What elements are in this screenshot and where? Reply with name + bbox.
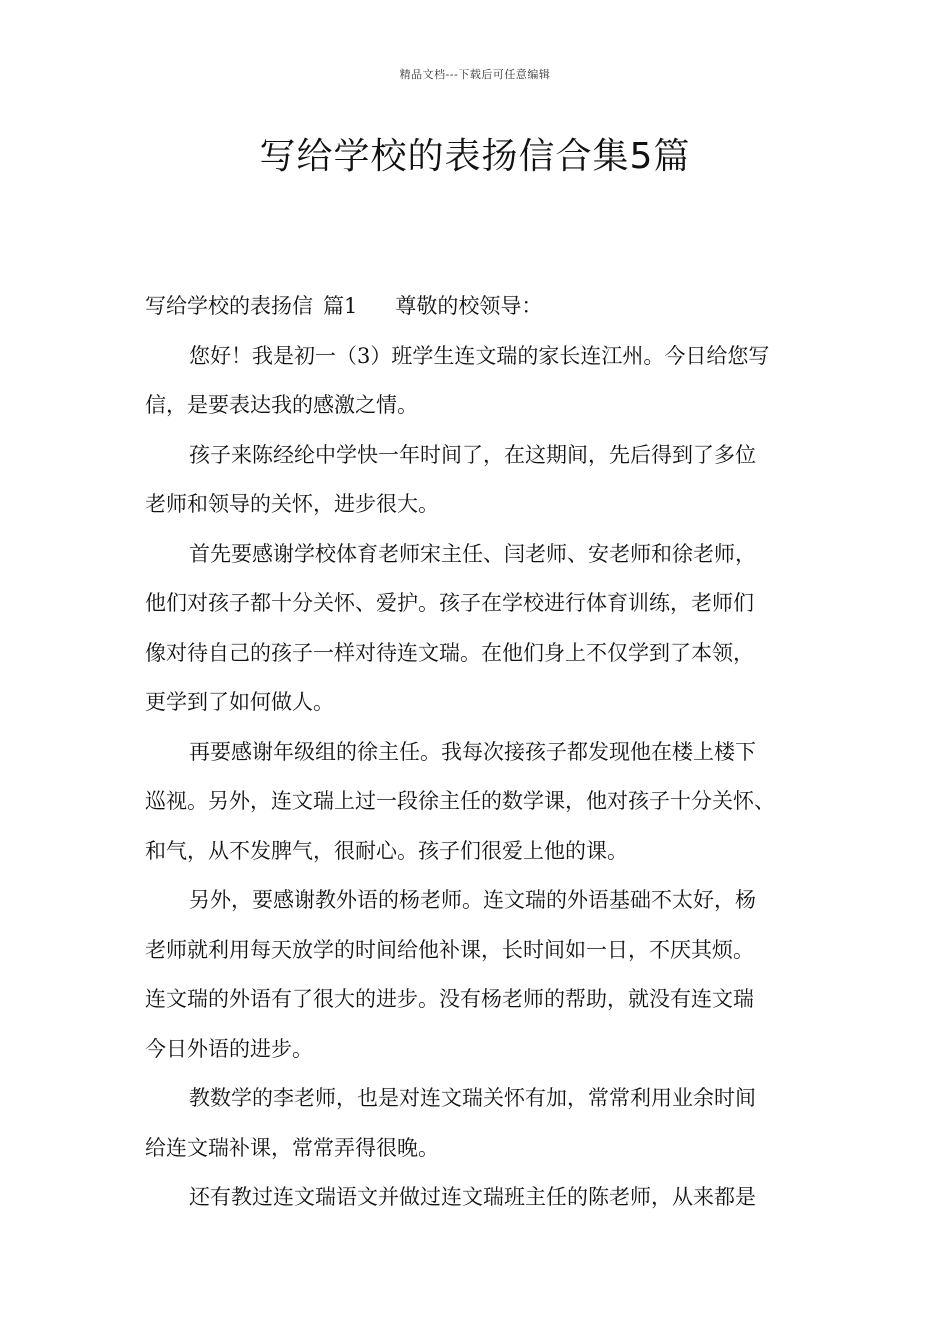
paragraph-line: 今日外语的进步。 (145, 1036, 313, 1061)
paragraph-line: 您好！我是初一（3）班学生连文瑞的家长连江州。今日给您写 (189, 343, 770, 368)
paragraph-line: 再要感谢年级组的徐主任。我每次接孩子都发现他在楼上楼下 (189, 739, 756, 764)
paragraph-line: 他们对孩子都十分关怀、爱护。孩子在学校进行体育训练，老师们 (145, 591, 754, 615)
paragraph-line: 还有教过连文瑞语文并做过连文瑞班主任的陈老师，从来都是 (189, 1185, 756, 1209)
paragraph-line: 老师和领导的关怀，进步很大。 (145, 492, 439, 516)
section-heading-line (145, 282, 810, 332)
paragraph-line: 更学到了如何做人。 (145, 690, 334, 714)
section-label: 写给学校的表扬信 (145, 294, 313, 318)
paragraph-line: 像对待自己的孩子一样对待连文瑞。在他们身上不仅学到了本领， (145, 640, 754, 665)
paragraph-line: 教数学的李老师，也是对连文瑞关怀有加，常常利用业余时间 (189, 1086, 756, 1110)
paragraph-line: 首先要感谢学校体育老师宋主任、闫老师、安老师和徐老师， (189, 541, 756, 566)
header-note: 精品文档---下载后可任意编辑 (399, 68, 551, 81)
document-title: 写给学校的表扬信合集5篇 (259, 136, 691, 177)
section-number: 篇1 (323, 294, 358, 318)
paragraph-line: 另外，要感谢教外语的杨老师。连文瑞的外语基础不太好，杨 (189, 888, 756, 912)
letter-body (145, 282, 810, 1223)
paragraph-line: 连文瑞的外语有了很大的进步。没有杨老师的帮助，就没有连文瑞 (145, 987, 754, 1011)
paragraph-line: 巡视。另外，连文瑞上过一段徐主任的数学课，他对孩子十分关怀、 (145, 789, 775, 813)
paragraph-line: 给连文瑞补课，常常弄得很晚。 (145, 1135, 439, 1160)
paragraph-line: 老师就利用每天放学的时间给他补课，长时间如一日，不厌其烦。 (145, 937, 754, 962)
paragraph-line: 和气，从不发脾气，很耐心。孩子们很爱上他的课。 (145, 838, 628, 863)
paragraph-line: 孩子来陈经纶中学快一年时间了，在这期间，先后得到了多位 (189, 442, 756, 467)
paragraph-line: 信，是要表达我的感激之情。 (145, 393, 418, 417)
salutation: 尊敬的校领导： (395, 294, 543, 318)
